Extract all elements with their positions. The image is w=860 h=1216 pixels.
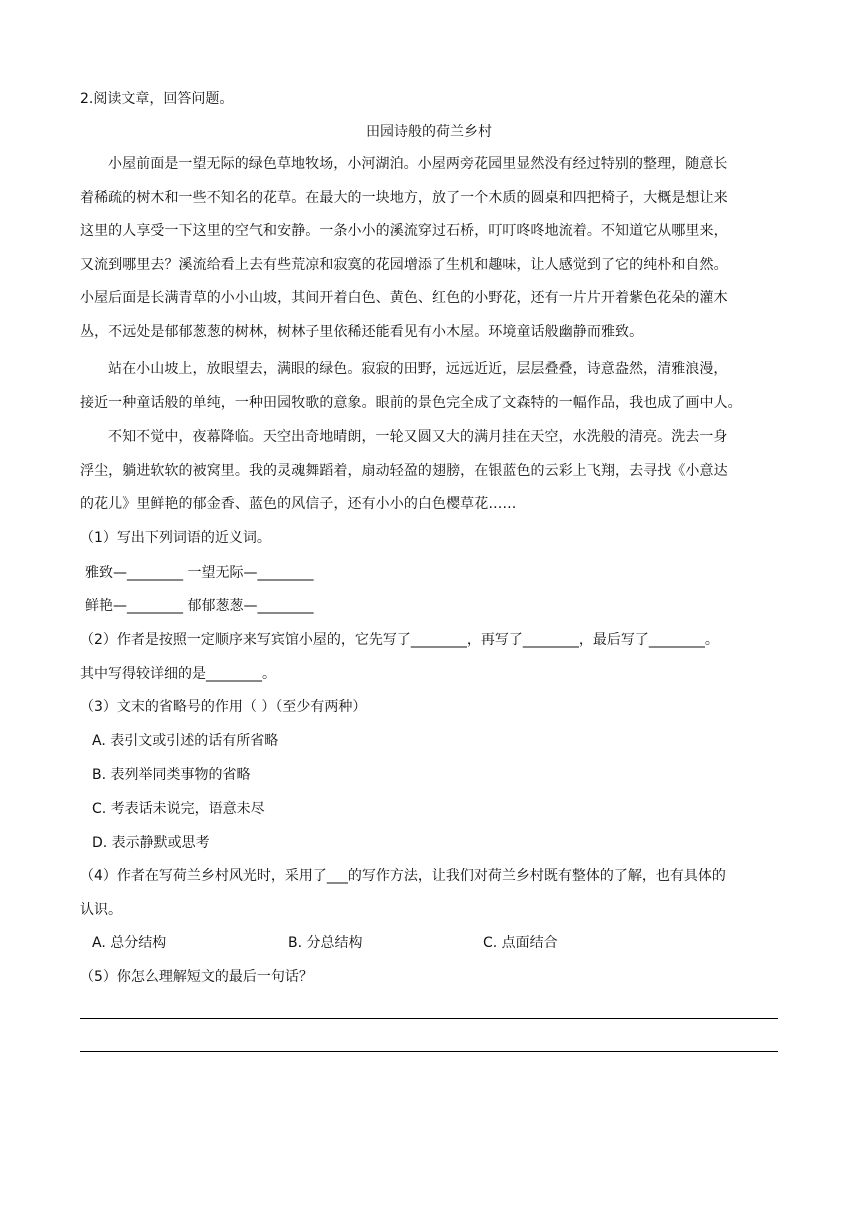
answer-line-2[interactable] — [80, 1051, 778, 1052]
paragraph-line: 丛，不远处是郁郁葱葱的树林，树林子里依稀还能看见有小木屋。环境童话般幽静而雅致。 — [80, 323, 644, 340]
article-title: 田园诗般的荷兰乡村 — [366, 124, 492, 140]
q2-line-1: （2）作者是按照一定顺序来写宾馆小屋的，它先写了________，再写了________，最后写了________。 — [80, 632, 719, 648]
q4-option-c[interactable]: C. 点面结合 — [483, 935, 558, 951]
paragraph-line: 又流到哪里去？溪流给看上去有些荒凉和寂寞的花园增添了生机和趣味，让人感觉到了它的纯朴和自然。 — [80, 256, 728, 273]
q3-option-a[interactable]: A. 表引文或引述的话有所省略 — [92, 733, 279, 749]
paragraph-line: 着稀疏的树木和一些不知名的花草。在最大的一块地方，放了一个木质的圆桌和四把椅子，大概是想让来 — [80, 189, 728, 206]
paragraph-line: 不知不觉中，夜幕降临。天空出奇地晴朗，一轮又圆又大的满月挂在天空，水洗般的清亮。洗去一身 — [108, 429, 728, 445]
paragraph-line: 站在小山坡上，放眼望去，满眼的绿色。寂寂的田野，远远近近，层层叠叠，诗意盎然，清雅浪漫， — [108, 361, 728, 377]
q4-option-b[interactable]: B. 分总结构 — [288, 935, 363, 951]
answer-line-1[interactable] — [80, 1018, 778, 1019]
article-paragraph-3 — [80, 421, 778, 522]
paragraph-line: 浮尘，躺进软软的被窝里。我的灵魂舞蹈着，扇动轻盈的翅膀，在银蓝色的云彩上飞翔，去寻找《小意达 — [80, 462, 728, 479]
article-paragraph-1 — [80, 148, 778, 349]
paragraph-line: 小屋前面是一望无际的绿色草地牧场，小河湖泊。小屋两旁花园里显然没有经过特别的整理，随意长 — [108, 156, 728, 172]
q5-prompt: （5）你怎么理解短文的最后一句话？ — [80, 969, 313, 985]
paragraph-line: 这里的人享受一下这里的空气和安静。一条小小的溪流穿过石桥，叮叮咚咚地流着。不知道它从哪里来， — [80, 223, 728, 239]
paragraph-line: 小屋后面是长满青草的小小山坡，其间开着白色、黄色、红色的小野花，还有一片片开着紫色花朵的灌木 — [80, 290, 728, 306]
q3-option-b[interactable]: B. 表列举同类事物的省略 — [92, 767, 251, 783]
q1-row-2: 鲜艳—________ 郁郁葱葱—________ — [85, 598, 314, 614]
question-header: 2.阅读文章，回答问题。 — [80, 91, 234, 107]
q4-line-2: 认识。 — [80, 902, 122, 918]
paragraph-line: 的花儿》里鲜艳的郁金香、蓝色的风信子，还有小小的白色樱草花…… — [80, 496, 517, 512]
q1-row-1: 雅致—________ 一望无际—________ — [85, 565, 314, 581]
q3-option-d[interactable]: D. 表示静默或思考 — [92, 835, 210, 851]
q3-option-c[interactable]: C. 考表话未说完，语意未尽 — [92, 801, 265, 817]
q4-option-a[interactable]: A. 总分结构 — [92, 935, 167, 951]
q4-line-1: （4）作者在写荷兰乡村风光时，采用了___的写作方法，让我们对荷兰乡村既有整体的了解，也有具体的 — [80, 868, 726, 884]
q3-prompt: （3）文末的省略号的作用（ ）（至少有两种） — [80, 699, 367, 715]
article-paragraph-2 — [80, 353, 778, 420]
q1-prompt: （1）写出下列词语的近义词。 — [80, 530, 271, 546]
q2-line-2: 其中写得较详细的是________。 — [80, 666, 276, 682]
paragraph-line: 接近一种童话般的单纯，一种田园牧歌的意象。眼前的景色完全成了文森特的一幅作品，我也成了画中人。 — [80, 394, 742, 411]
